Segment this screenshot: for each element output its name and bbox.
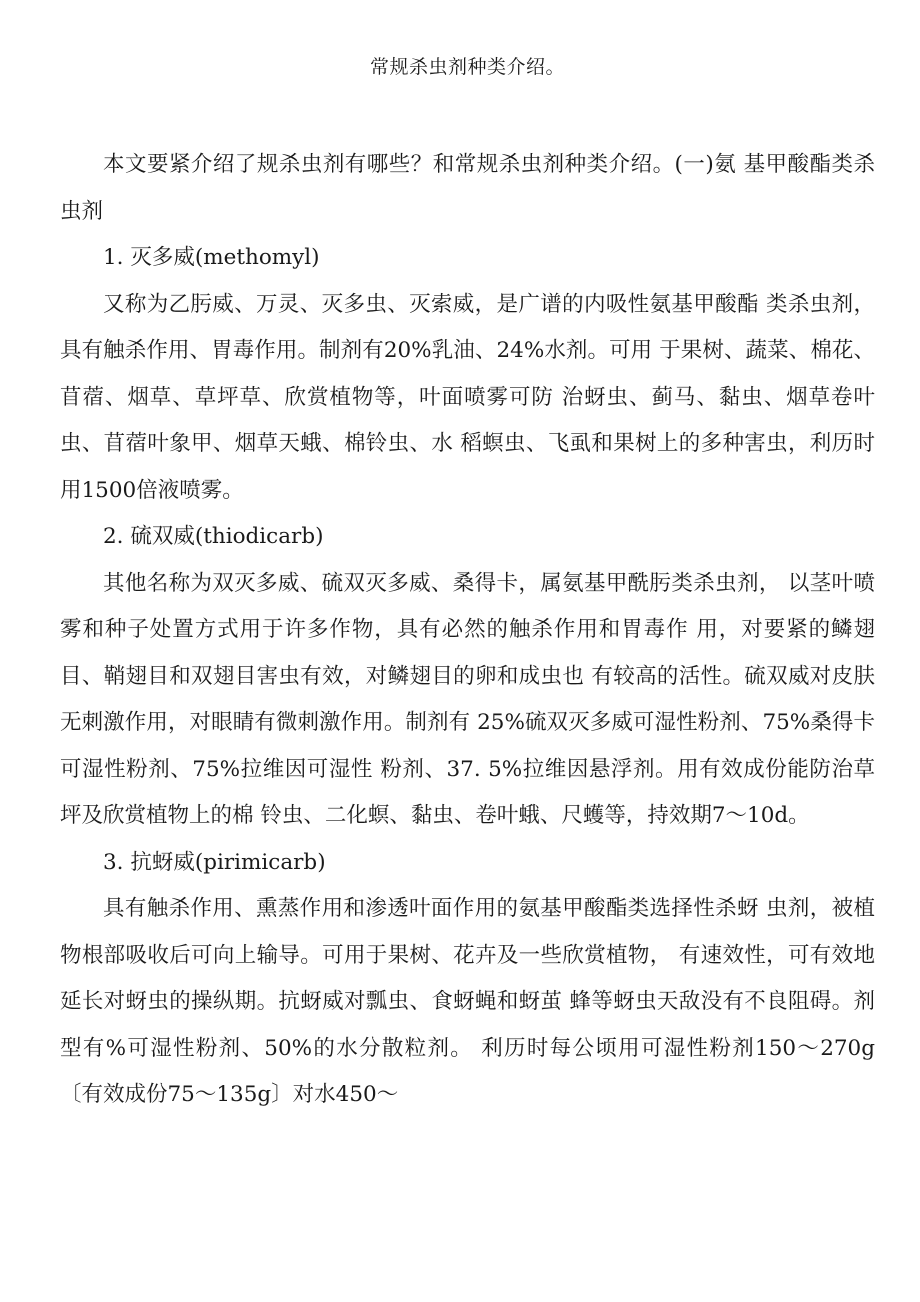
document-title: 常规杀虫剂种类介绍。	[369, 56, 565, 78]
section-heading-pirimicarb: 3. 抗蚜威(pirimicarb)	[103, 849, 326, 875]
paragraph-thiodicarb: 其他名称为双灭多威、硫双灭多威、桑得卡，属氨基甲酰肟类杀虫剂， 以茎叶喷雾和种子处置方式用于许多作物，具有必然的触杀作用和胃毒作 用，对要紧的鳞翅目、鞘翅目和双翅目害虫有效，对鳞翅目的卵和成虫也 有较高的活性。硫双威对皮肤无刺激作用，对眼睛有微刺激作用。制剂有 25%硫双灭多威可湿性粉剂、75%桑得卡可湿性粉剂、75%拉维因可湿性 粉剂、37. 5%拉维因悬浮剂。用有效成份能防治草坪及欣赏植物上的棉 铃虫、二化螟、黏虫、卷叶蛾、尺蠖等，持效期7〜10d。	[60, 570, 875, 828]
intro-paragraph: 本文要紧介绍了规杀虫剂有哪些？和常规杀虫剂种类介绍。(一)氨 基甲酸酯类杀虫剂	[60, 152, 875, 224]
paragraph-pirimicarb: 具有触杀作用、熏蒸作用和渗透叶面作用的氨基甲酸酯类选择性杀蚜 虫剂，被植物根部吸收后可向上输导。可用于果树、花卉及一些欣赏植物， 有速效性，可有效地延长对蚜虫的操纵期。抗蚜威对瓢虫、食蚜蝇和蚜茧 蜂等蚜虫天敌没有不良阻碍。剂型有%可湿性粉剂、50%的水分散粒剂。 利历时每公顷用可湿性粉剂150〜270g〔有效成份75〜135g〕对水450〜	[60, 896, 875, 1107]
section-heading-methomyl: 1. 灭多威(methomyl)	[103, 245, 320, 270]
section-heading-thiodicarb: 2. 硫双威(thiodicarb)	[103, 524, 324, 549]
document-body	[60, 142, 875, 1119]
paragraph-methomyl: 又称为乙肟威、万灵、灭多虫、灭索威，是广谱的内吸性氨基甲酸酯 类杀虫剂，具有触杀作用、胃毒作用。制剂有20%乳油、24%水剂。可用 于果树、蔬菜、棉花、苜蓿、烟草、草坪草、欣赏植物等，叶面喷雾可防 治蚜虫、蓟马、黏虫、烟草卷叶虫、苜蓿叶象甲、烟草天蛾、棉铃虫、水 稻螟虫、飞虱和果树上的多种害虫，利历时用1500倍液喷雾。	[60, 291, 875, 503]
